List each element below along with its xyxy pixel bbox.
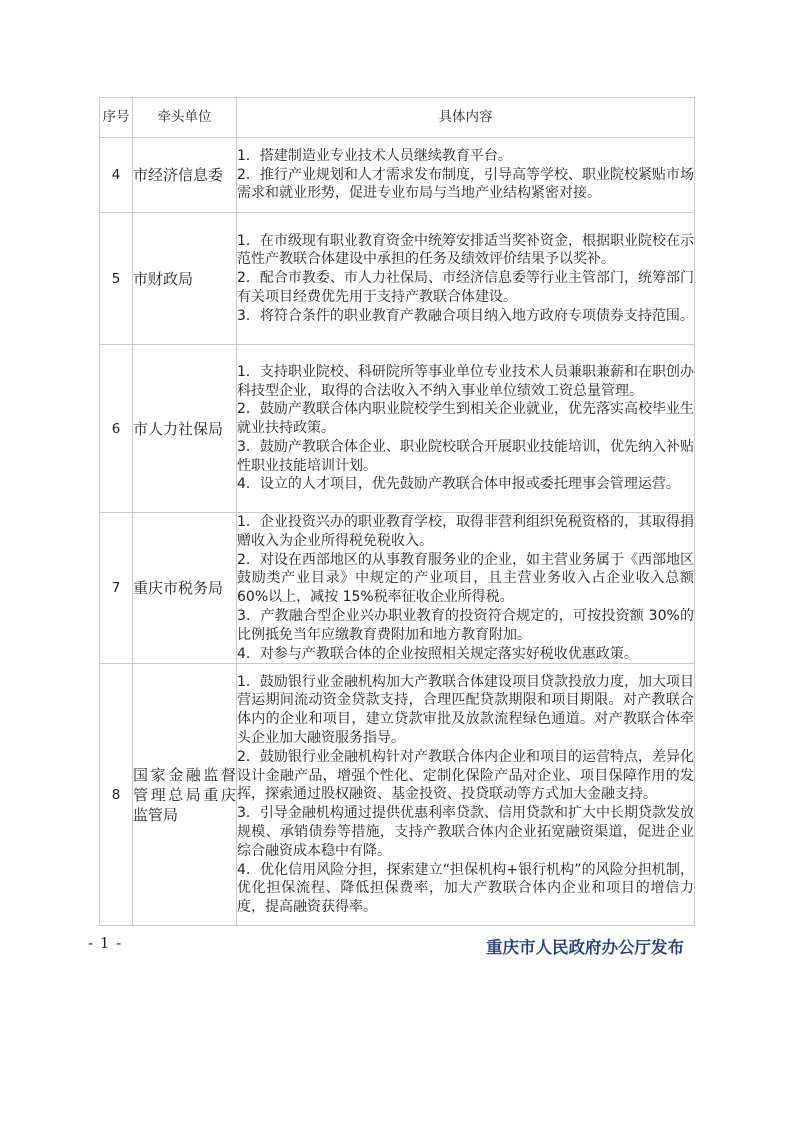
row-content	[237, 138, 695, 213]
content-item: 4．优化信用风险分担，探索建立“担保机构+银行机构”的风险分担机制，优化担保流程、降低担保费率，加大产教联合体内企业和项目的增信力度，提高融资获得率。	[237, 861, 694, 916]
publisher-label: 重庆市人民政府办公厅发布	[486, 938, 684, 957]
row-content	[237, 213, 695, 345]
table-row	[100, 213, 695, 345]
content-item: 1．在市级现有职业教育资金中统筹安排适当奖补资金，根据职业院校在示范性产教联合体建设中承担的任务及绩效评价结果予以奖补。	[237, 232, 694, 268]
row-no: 6	[100, 345, 133, 513]
row-content	[237, 345, 695, 513]
content-item: 1．企业投资兴办的职业教育学校，取得非营利组织免税资格的，其取得捐赠收入为企业所得税免税收入。	[237, 514, 694, 549]
content-item: 2．推行产业规划和人才需求发布制度，引导高等学校、职业院校紧贴市场需求和就业形势，促进专业布局与当地产业结构紧密对接。	[237, 166, 694, 202]
content-item: 3．引导金融机构通过提供优惠利率贷款、信用贷款和扩大中长期贷款发放规模、承销债券等措施，支持产教联合体内企业拓宽融资渠道，促进企业综合融资成本稳中有降。	[237, 805, 694, 859]
row-no: 7	[100, 513, 133, 664]
content-item: 3．将符合条件的职业教育产教融合项目纳入地方政府专项债券支持范围。	[237, 307, 694, 324]
content-item: 1．支持职业院校、科研院所等事业单位专业技术人员兼职兼薪和在职创办科技型企业，取得的合法收入不纳入事业单位绩效工资总量管理。	[237, 363, 694, 399]
header-no: 序号	[100, 98, 133, 138]
row-unit: 市经济信息委	[133, 138, 237, 213]
row-content	[237, 664, 695, 926]
table-row	[100, 664, 695, 926]
header-content: 具体内容	[237, 98, 695, 138]
row-unit: 市财政局	[133, 213, 237, 345]
row-no: 4	[100, 138, 133, 213]
row-unit: 国家金融监督管理总局重庆监管局	[133, 664, 237, 926]
content-item: 4．设立的人才项目，优先鼓励产教联合体申报或委托理事会管理运营。	[237, 476, 680, 493]
content-item: 1．搭建制造业专业技术人员继续教育平台。	[237, 147, 512, 164]
content-item: 2．鼓励银行业金融机构针对产教联合体内企业和项目的运营特点，差异化设计金融产品，增强个性化、定制化保险产品对企业、项目保障作用的发挥，探索通过股权融资、基金投资、投贷联动等方式加大金融支持。	[237, 748, 694, 803]
table-row	[100, 138, 695, 213]
content-item: 3．产教融合型企业兴办职业教育的投资符合规定的，可按投资额 30%的比例抵免当年应缴教育费附加和地方教育附加。	[237, 607, 694, 643]
row-unit: 市人力社保局	[133, 345, 237, 513]
content-item: 2．鼓励产教联合体内职业院校学生到相关企业就业，优先落实高校毕业生就业扶持政策。	[237, 401, 694, 437]
row-no: 8	[100, 664, 133, 926]
row-no: 5	[100, 213, 133, 345]
row-content	[237, 513, 695, 664]
content-item: 2．对设在西部地区的从事教育服务业的企业，如主营业务属于《西部地区鼓励类产业目录》中规定的产业项目，且主营业务收入占企业收入总额 60%以上，减按 15%税率征收企业所得税。	[237, 551, 694, 606]
table-row	[100, 513, 695, 664]
table-row	[100, 345, 695, 513]
policy-table	[99, 97, 695, 926]
content-item: 3．鼓励产教联合体企业、职业院校联合开展职业技能培训，优先纳入补贴性职业技能培训计划。	[237, 438, 694, 474]
page-number: - 1 -	[88, 934, 123, 952]
table-header-row	[100, 98, 695, 138]
row-unit: 重庆市税务局	[133, 513, 237, 664]
content-item: 2．配合市教委、市人力社保局、市经济信息委等行业主管部门，统筹部门有关项目经费优先用于支持产教联合体建设。	[237, 270, 694, 305]
content-item: 1．鼓励银行业金融机构加大产教联合体建设项目贷款投放力度，加大项目营运期间流动资金贷款支持，合理匹配贷款期限和项目期限。对产教联合体内的企业和项目，建立贷款审批及放款流程绿色通道。对产教联合体牵头企业加大融资服务指导。	[237, 673, 694, 747]
content-item: 4．对参与产教联合体的企业按照相关规定落实好税收优惠政策。	[237, 645, 638, 662]
header-unit: 牵头单位	[133, 98, 237, 138]
